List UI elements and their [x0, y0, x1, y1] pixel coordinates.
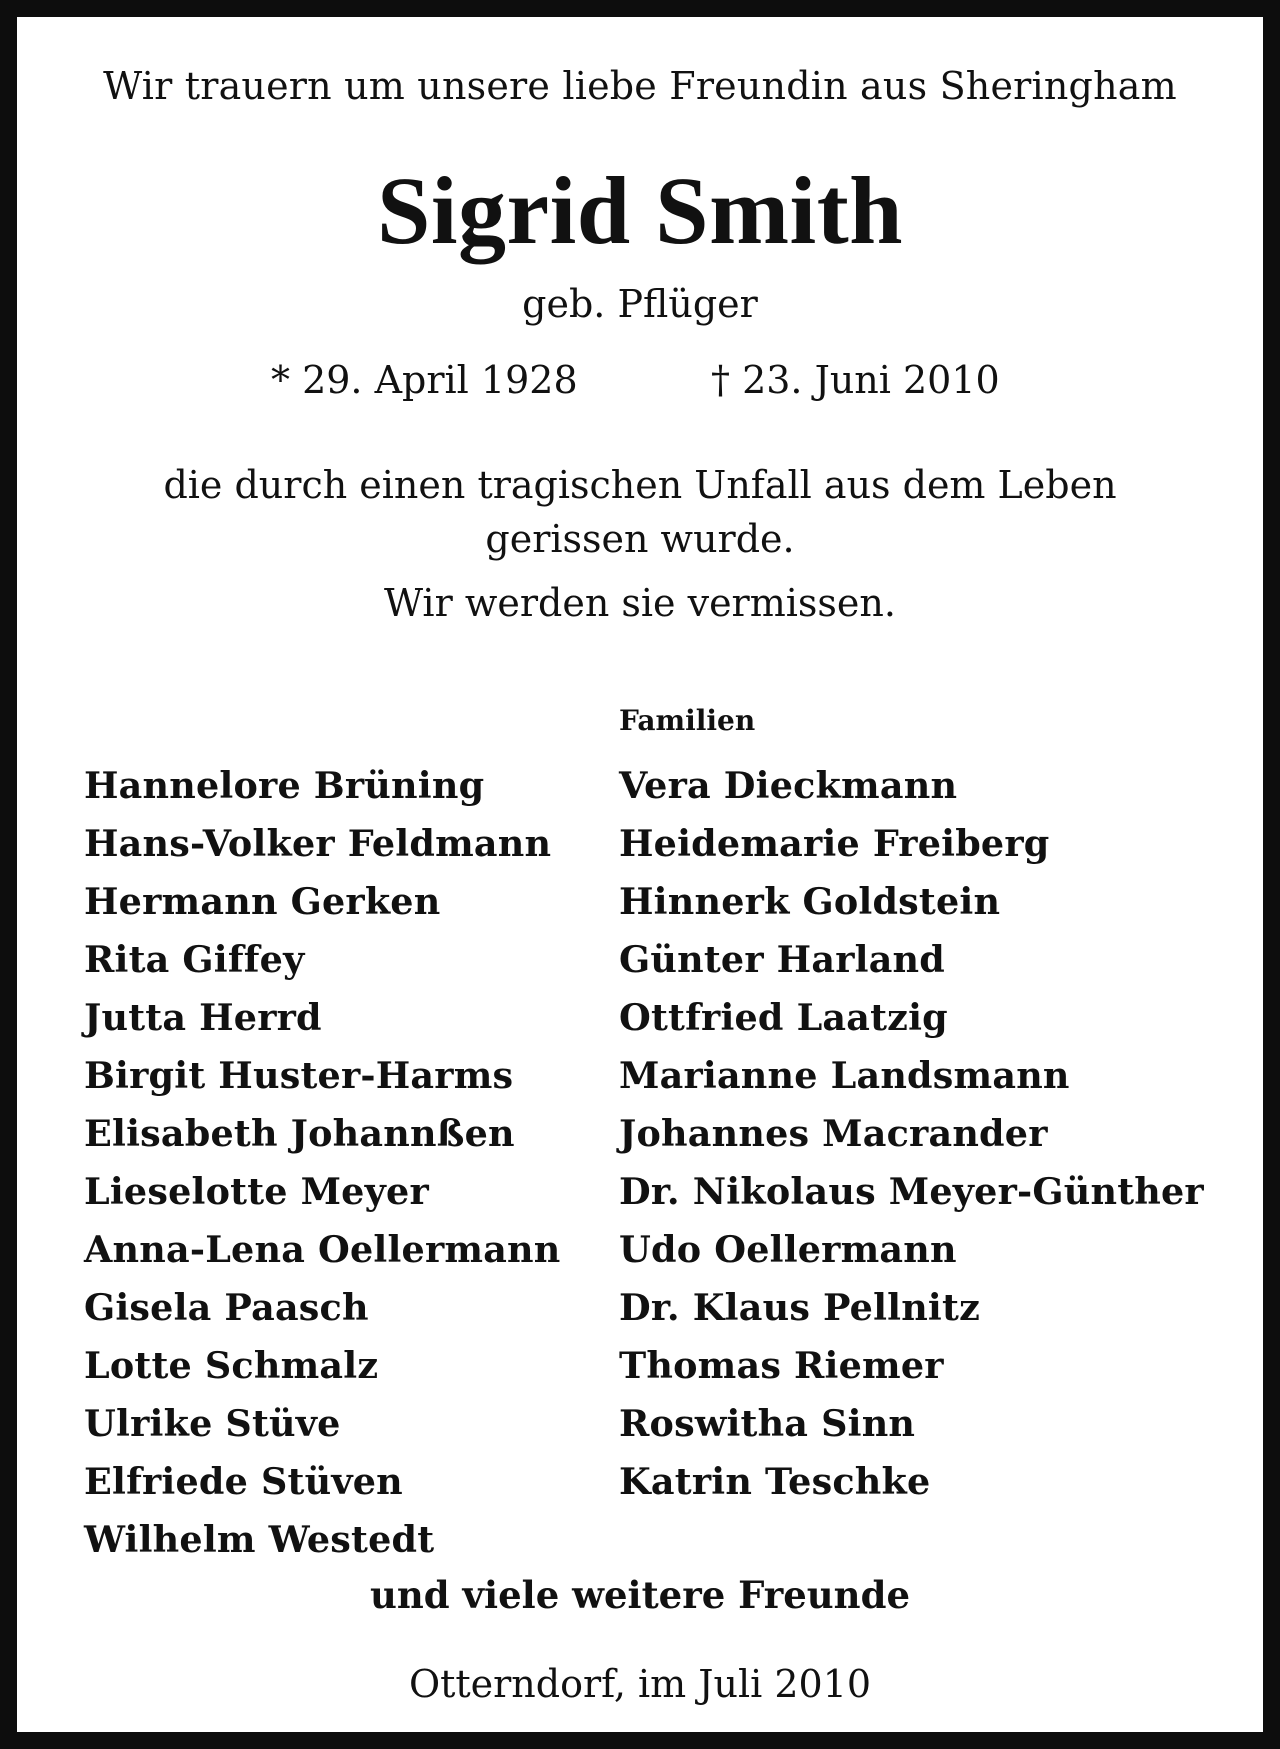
- mourner-name: Thomas Riemer: [619, 1344, 944, 1387]
- mourner-name: Hermann Gerken: [84, 880, 441, 923]
- message-line-2: gerissen wurde.: [485, 517, 795, 561]
- mourner-name: Vera Dieckmann: [619, 764, 958, 807]
- closing-text: und viele weitere Freunde: [370, 1573, 910, 1617]
- mourner-name: Elfriede Stüven: [84, 1460, 403, 1503]
- mourner-name: Udo Oellermann: [619, 1228, 957, 1271]
- mourner-name: Rita Giffey: [84, 938, 305, 981]
- mourner-name: Elisabeth Johannßen: [84, 1112, 515, 1155]
- mourner-name: Birgit Huster-Harms: [84, 1054, 514, 1097]
- intro-text: Wir trauern um unsere liebe Freundin aus Sheringham: [103, 64, 1177, 108]
- mourner-name: Hinnerk Goldstein: [619, 880, 1001, 923]
- mourner-name: Heidemarie Freiberg: [619, 822, 1050, 865]
- mourner-name: Marianne Landsmann: [619, 1054, 1070, 1097]
- mourners-list-left: [84, 757, 561, 1569]
- mourner-name: Dr. Klaus Pellnitz: [619, 1286, 980, 1329]
- mourner-name: Dr. Nikolaus Meyer-Günther: [619, 1170, 1204, 1213]
- death-date: † 23. Juni 2010: [711, 358, 1000, 402]
- mourner-name: Wilhelm Westedt: [84, 1518, 435, 1561]
- mourner-name: Günter Harland: [619, 938, 946, 981]
- deceased-name: Sigrid Smith: [376, 157, 904, 264]
- mourner-name: Gisela Paasch: [84, 1286, 369, 1329]
- birth-date: * 29. April 1928: [271, 358, 578, 402]
- maiden-name: geb. Pflüger: [522, 282, 758, 326]
- mourner-name: Roswitha Sinn: [619, 1402, 916, 1445]
- message-line-3: Wir werden sie vermissen.: [384, 581, 896, 625]
- mourner-name: Ulrike Stüve: [84, 1402, 341, 1445]
- mourner-name: Hans-Volker Feldmann: [84, 822, 552, 865]
- mourner-name: Lotte Schmalz: [84, 1344, 379, 1387]
- mourner-name: Johannes Macrander: [619, 1112, 1048, 1155]
- mourner-name: Hannelore Brüning: [84, 764, 485, 807]
- message-line-1: die durch einen tragischen Unfall aus dem Leben: [163, 463, 1117, 507]
- mourner-name: Anna-Lena Oellermann: [84, 1228, 561, 1271]
- mourner-name: Jutta Herrd: [84, 996, 322, 1039]
- place-date: Otterndorf, im Juli 2010: [408, 1662, 872, 1706]
- mourners-list-right: [619, 757, 1204, 1511]
- families-label: Familien: [619, 704, 756, 737]
- mourner-name: Ottfried Laatzig: [619, 996, 948, 1039]
- mourner-name: Lieselotte Meyer: [84, 1170, 429, 1213]
- mourner-name: Katrin Teschke: [619, 1460, 931, 1503]
